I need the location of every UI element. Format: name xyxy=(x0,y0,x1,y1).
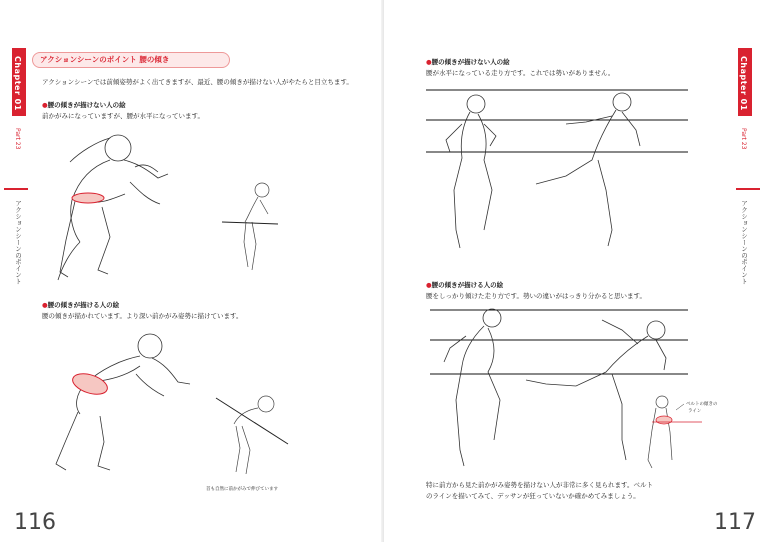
figure-good-crouch xyxy=(40,322,300,482)
belt-label-line1: ベルトの傾きの xyxy=(686,402,718,407)
figure-bad-run xyxy=(426,80,706,260)
section1-heading-left: ●腰の傾きが描けない人の絵 xyxy=(42,101,126,109)
side-divider-right xyxy=(736,188,760,190)
bottom-text-line2: のラインを描いてみて、デッサンが狂っていないか確かめてみましょう。 xyxy=(426,492,640,500)
side-divider-left xyxy=(4,188,28,190)
page-number-left: 116 xyxy=(14,510,56,535)
figure-good-run xyxy=(426,300,726,470)
bottom-text-line1: 特に前方から見た前かがみ姿勢を描けない人が非常に多く見られます。ベルト xyxy=(426,481,653,489)
right-page xyxy=(384,0,768,542)
side-title-left: アクションシーンのポイント xyxy=(14,200,22,285)
side-title-right: アクションシーンのポイント xyxy=(740,200,748,285)
chapter-label-left: Chapter 01 xyxy=(13,56,22,111)
section2-body-left: 腰の傾きが描かれています。より深い前かがみ姿勢に描けています。 xyxy=(42,312,243,320)
figure-bad-crouch xyxy=(40,122,280,292)
intro-text: アクションシーンでは前傾姿勢がよく出てきますが、最近、腰の傾きが描けない人がやたらと目立ちます。 xyxy=(42,78,353,86)
section2-body-right: 腰をしっかり傾けた走り方です。勢いの違いがはっきり分かると思います。 xyxy=(426,292,646,300)
page-number-right: 117 xyxy=(714,510,756,535)
page-title: アクションシーンのポイント 腰の傾き xyxy=(40,55,170,64)
section1-body-left: 前かがみになっていますが、腰が水平になっています。 xyxy=(42,112,204,120)
section2-heading-left: ●腰の傾きが描ける人の絵 xyxy=(42,301,120,309)
section1-body-right: 腰が水平になっている走り方です。これでは勢いがありません。 xyxy=(426,69,615,77)
chapter-label-right: Chapter 01 xyxy=(739,56,748,111)
section2-heading-right: ●腰の傾きが描ける人の絵 xyxy=(426,281,504,289)
part-label-left: Part 23 xyxy=(14,128,21,150)
part-label-right: Part 23 xyxy=(740,128,747,150)
belt-label-line2: ライン xyxy=(688,409,702,414)
section1-heading-right: ●腰の傾きが描けない人の絵 xyxy=(426,58,510,66)
figure-caption: 首も自然に前かがみで伸びています xyxy=(206,487,278,492)
